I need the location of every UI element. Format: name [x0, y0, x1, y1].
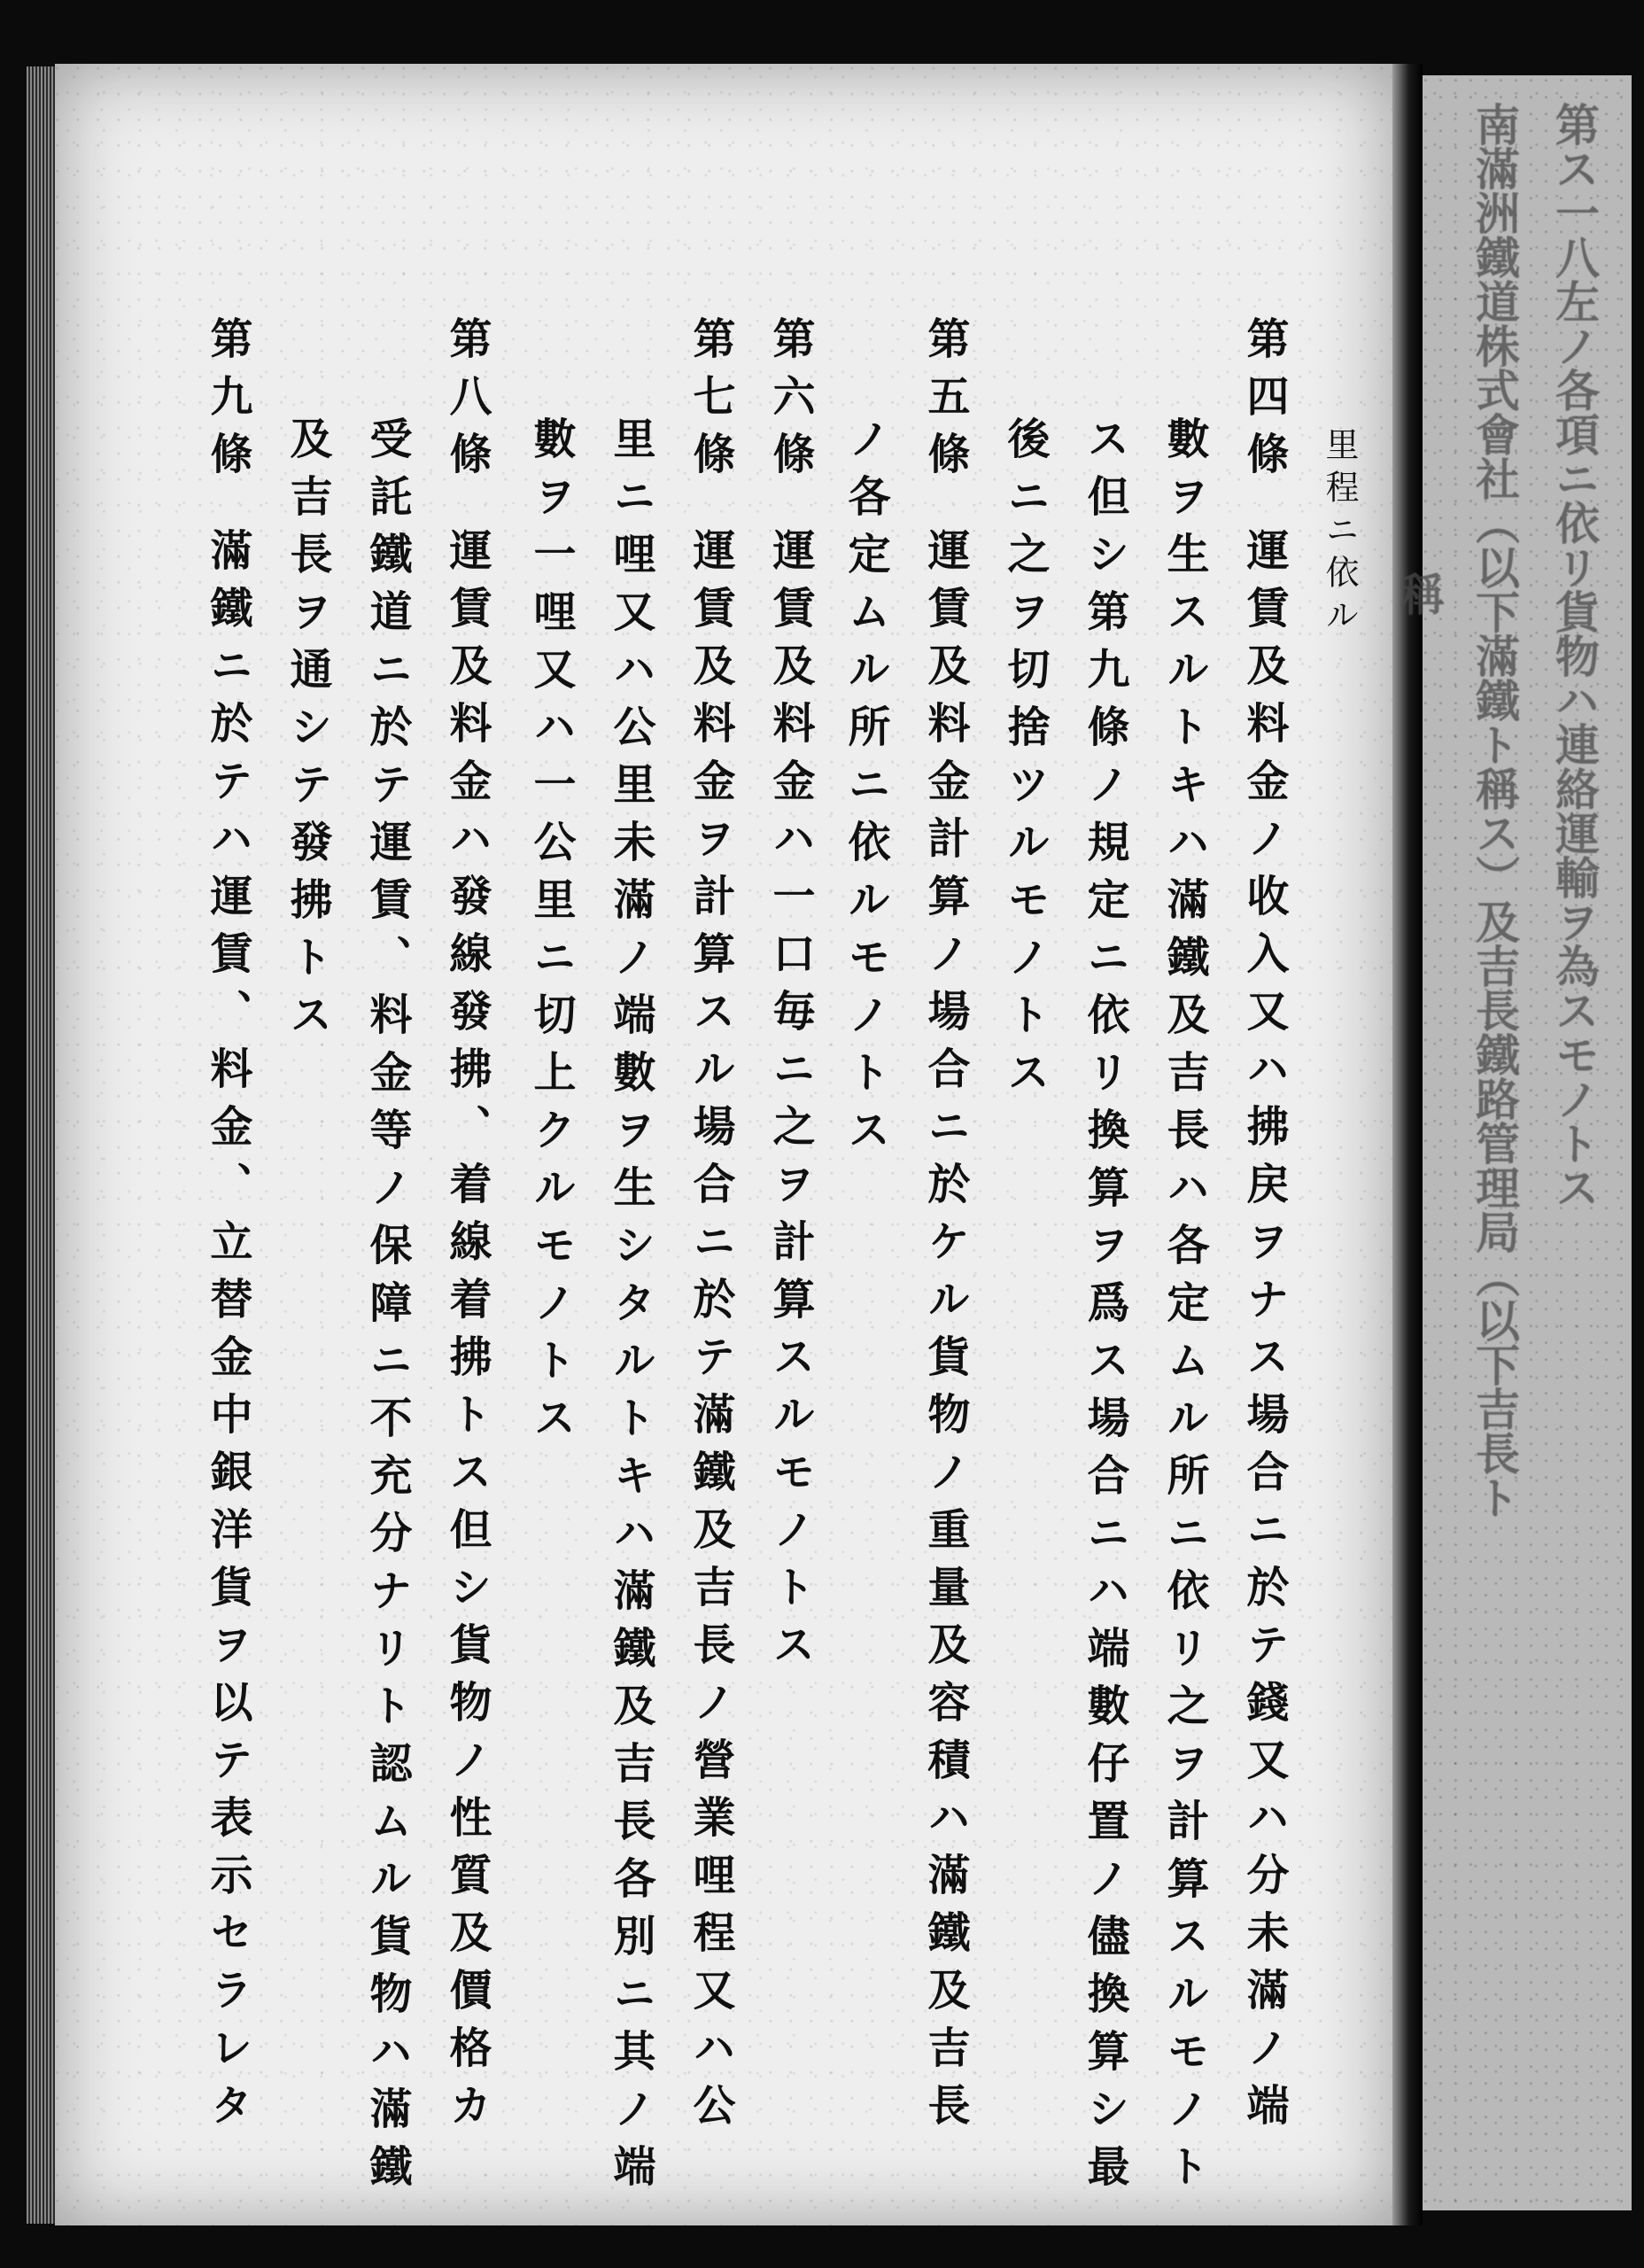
column-text: 滿鐵ニ於テハ運賃、料金、立替金中銀洋貨ヲ以テ表示セラレタ: [203, 528, 252, 2140]
column-text: 運賃及料金ハ一口毎ニ之ヲ計算スルモノトス: [765, 528, 815, 1680]
column-text: 里ニ哩又ハ公里未滿ノ端數ヲ生シタルトキハ滿鐵及吉長各別ニ其ノ端: [606, 416, 655, 2202]
page-edge-stack: [27, 66, 55, 2224]
column-text: 運賃及料金ハ發線發拂、着線着拂トス但シ貨物ノ性質及價格カ: [442, 528, 492, 2140]
text-column-10: [524, 416, 578, 1453]
text-column-6: [839, 416, 892, 1165]
text-column-7: [764, 316, 817, 1680]
column-text: 後ニ之ヲ切捨ツルモノトス: [1000, 416, 1050, 1107]
text-column-2: [1158, 416, 1211, 2202]
text-column-1: [1237, 316, 1291, 2140]
text-column-5: [919, 316, 972, 2140]
facing-page: [1393, 75, 1632, 2210]
text-column-14: [201, 316, 254, 2140]
column-text: 運賃及料金計算ノ場合ニ於ケル貨物ノ重量及容積ハ滿鐵及吉長: [920, 528, 970, 2140]
column-text: ノ各定ムル所ニ依ルモノトス: [841, 416, 890, 1165]
article-label: 第八條: [442, 316, 492, 489]
facing-text-column-2: 南滿洲鐵道株式會社（以下滿鐵ト稱ス）及吉長鐵路管理局（以下吉長ト: [1469, 102, 1521, 1519]
column-text: 及吉長ヲ通シテ發拂トス: [283, 416, 332, 1050]
scanned-page: [55, 64, 1392, 2225]
text-column-12: [361, 416, 414, 2202]
text-column-11: [440, 316, 493, 2140]
column-text: 受託鐵道ニ於テ運賃、料金等ノ保障ニ不充分ナリト認ムル貨物ハ滿鐵: [362, 416, 412, 2202]
column-text: 數ヲ生スルトキハ滿鐵及吉長ハ各定ムル所ニ依リ之ヲ計算スルモノト: [1159, 416, 1209, 2202]
column-text: 數ヲ一哩又ハ一公里ニ切上クルモノトス: [526, 416, 576, 1453]
binding-gutter: [1392, 64, 1423, 2225]
column-text: 運賃及料金ノ收入又ハ拂戻ヲナス場合ニ於テ錢又ハ分未滿ノ端: [1239, 528, 1289, 2140]
column-text: 運賃及料金ヲ計算スル場合ニ於テ滿鐵及吉長ノ營業哩程又ハ公: [686, 528, 735, 2140]
article-label: 第七條: [686, 316, 735, 489]
text-column-13: [281, 416, 334, 1050]
facing-text-column-1: 第ス一八左ノ各項ニ依リ貨物ハ連絡運輸ヲ為スモノトス: [1548, 102, 1601, 1209]
article-label: 第四條: [1239, 316, 1289, 489]
text-column-4: [998, 416, 1051, 1107]
text-column-3: [1078, 416, 1131, 2202]
text-column-9: [604, 416, 657, 2202]
column-text: ス但シ第九條ノ規定ニ依リ換算ヲ爲ス場合ニハ端數仔置ノ儘換算シ最: [1080, 416, 1129, 2202]
article-label: 第九條: [203, 316, 252, 489]
text-column-8: [684, 316, 737, 2140]
page-heading: 里程ニ依ル: [1320, 427, 1359, 640]
article-label: 第六條: [765, 316, 815, 489]
facing-text-column-3: 稱: [1393, 571, 1446, 616]
article-label: 第五條: [920, 316, 970, 489]
